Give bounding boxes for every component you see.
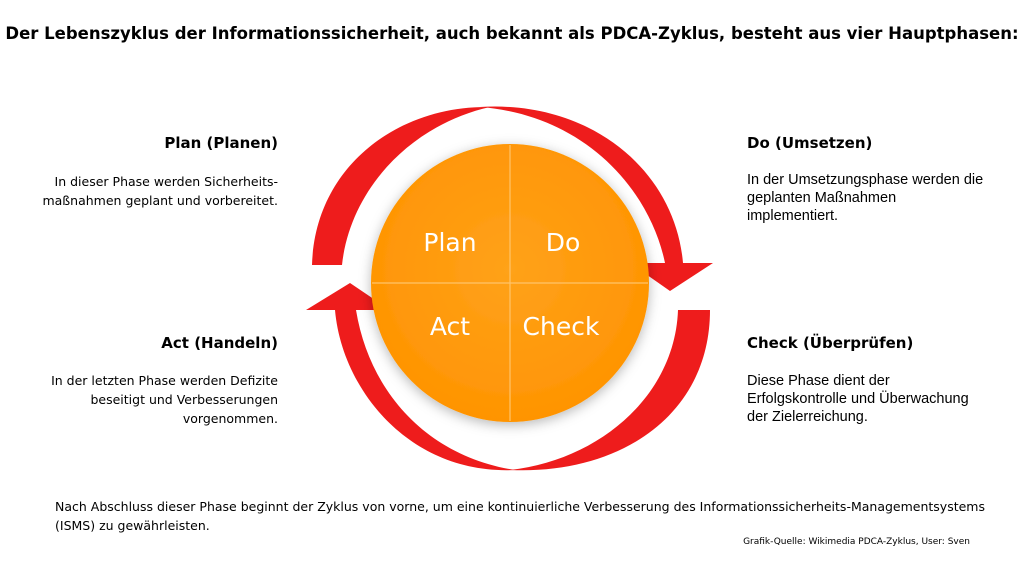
check-line-3: der Zielerreichung. [747, 409, 868, 425]
plan-line-1: In dieser Phase werden Sicherheits- [54, 174, 278, 189]
plan-heading: Plan (Planen) [164, 134, 278, 152]
pdca-cycle-diagram [290, 95, 730, 480]
act-line-3: vorgenommen. [182, 411, 278, 426]
act-line-2: beseitigt und Verbesserungen [90, 392, 278, 407]
plan-description [20, 172, 278, 210]
do-line-3: implementiert. [747, 208, 839, 224]
footer-text: Nach Abschluss dieser Phase beginnt der Zyklus von vorne, um eine kontinuierliche Verbesserung des Informationssicherheits-Managementsystems (ISMS) zu gewährleisten. [55, 499, 985, 533]
quadrant-do: Do [545, 228, 581, 257]
page-title: Der Lebenszyklus der Informationssicherheit, auch bekannt als PDCA-Zyklus, besteht aus vier Hauptphasen: [5, 24, 1019, 43]
do-line-2: geplanten Maßnahmen [747, 190, 897, 206]
check-description [747, 372, 1012, 426]
quadrant-plan: Plan [423, 228, 477, 257]
do-line-1: In der Umsetzungsphase werden die [747, 172, 984, 188]
do-description [747, 171, 1012, 225]
plan-line-2: maßnahmen geplant und vorbereitet. [42, 193, 278, 208]
check-heading: Check (Überprüfen) [747, 334, 914, 352]
do-heading: Do (Umsetzen) [747, 134, 873, 152]
act-description [20, 371, 278, 428]
quadrant-check: Check [522, 312, 600, 341]
image-credit: Grafik-Quelle: Wikimedia PDCA-Zyklus, User: Sven [743, 537, 970, 547]
act-line-1: In der letzten Phase werden Defizite [51, 373, 278, 388]
act-heading: Act (Handeln) [161, 334, 278, 352]
quadrant-act: Act [429, 312, 471, 341]
check-line-2: Erfolgskontrolle und Überwachung [747, 391, 969, 407]
check-line-1: Diese Phase dient der [747, 373, 890, 389]
